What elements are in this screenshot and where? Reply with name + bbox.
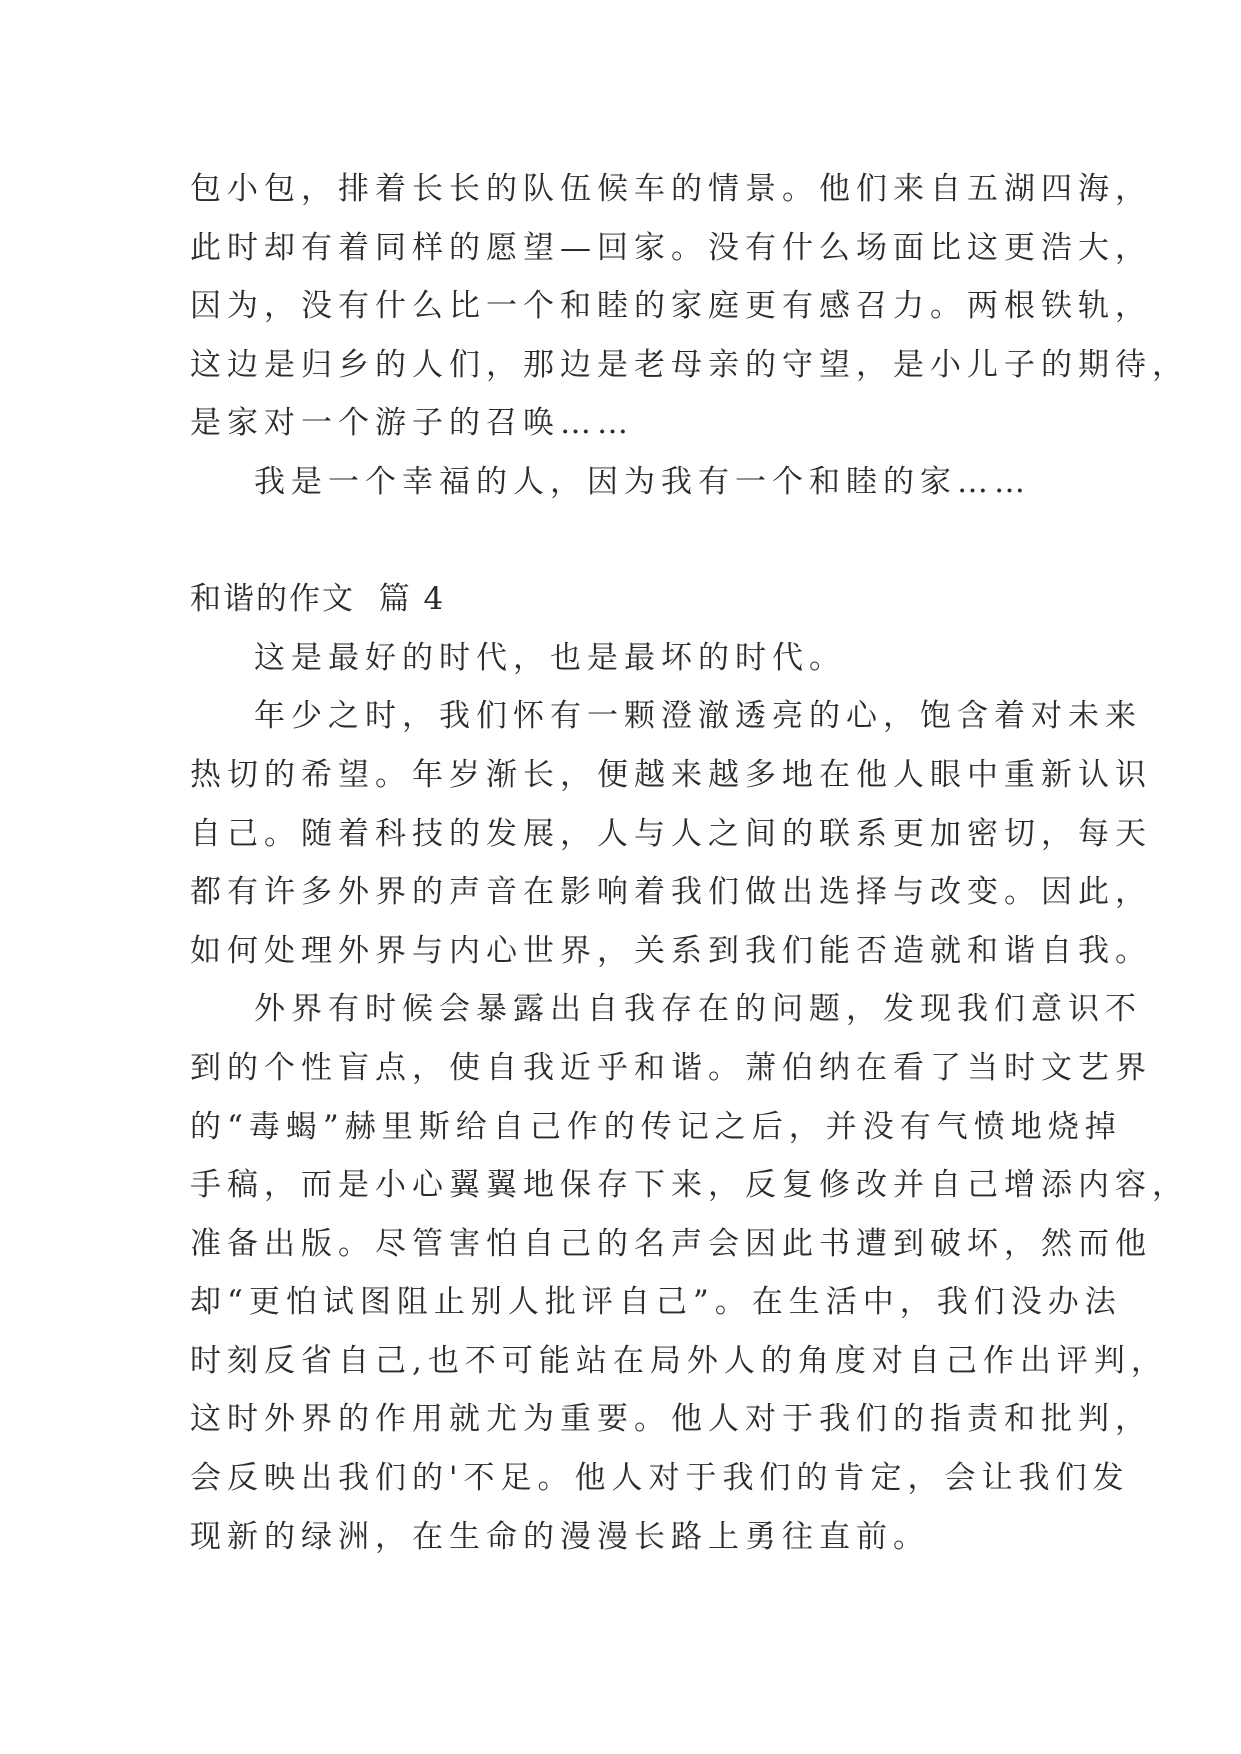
paragraph-continued bbox=[190, 160, 1189, 453]
text-line: 这时外界的作用就尤为重要。他人对于我们的指责和批判， bbox=[190, 1401, 1152, 1438]
paragraph bbox=[190, 629, 1090, 688]
text-line: 年少之时，我们怀有一颗澄澈透亮的心，饱含着对未来 bbox=[254, 698, 1142, 735]
text-line: 这是最好的时代，也是最坏的时代。 bbox=[254, 639, 846, 676]
text-line: 的“毒蝎”赫里斯给自己作的传记之后，并没有气愤地烧掉 bbox=[190, 1108, 1122, 1145]
text-line: 是家对一个游子的召唤…… bbox=[190, 405, 634, 442]
section-spacer bbox=[190, 512, 1090, 571]
text-line: 现新的绿洲，在生命的漫漫长路上勇往直前。 bbox=[190, 1518, 930, 1555]
text-line: 自己。随着科技的发展，人与人之间的联系更加密切，每天 bbox=[190, 815, 1152, 852]
text-line: 外界有时候会暴露出自我存在的问题，发现我们意识不 bbox=[254, 991, 1142, 1028]
text-line: 热切的希望。年岁渐长，便越来越多地在他人眼中重新认识 bbox=[190, 756, 1152, 793]
text-line: 到的个性盲点，使自我近乎和谐。萧伯纳在看了当时文艺界 bbox=[190, 1049, 1152, 1086]
text-line: 会反映出我们的'不足。他人对于我们的肯定，会让我们发 bbox=[190, 1460, 1130, 1497]
paragraph bbox=[190, 453, 1090, 512]
text-line: 准备出版。尽管害怕自己的名声会因此书遭到破坏，然而他 bbox=[190, 1225, 1152, 1262]
text-line: 时刻反省自己,也不可能站在局外人的角度对自己作出评判， bbox=[190, 1342, 1168, 1379]
text-line: 如何处理外界与内心世界，关系到我们能否造就和谐自我。 bbox=[190, 932, 1152, 969]
text-line: 这边是归乡的人们，那边是老母亲的守望，是小儿子的期待， bbox=[190, 346, 1189, 383]
text-line: 我是一个幸福的人，因为我有一个和睦的家…… bbox=[254, 463, 1031, 500]
paragraph bbox=[190, 687, 1152, 980]
document-body bbox=[190, 160, 1189, 1566]
paragraph bbox=[190, 980, 1189, 1566]
text-line: 因为，没有什么比一个和睦的家庭更有感召力。两根铁轨， bbox=[190, 288, 1152, 325]
text-line: 此时却有着同样的愿望—回家。没有什么场面比这更浩大， bbox=[190, 229, 1152, 266]
text-line: 包小包，排着长长的队伍候车的情景。他们来自五湖四海， bbox=[190, 171, 1152, 207]
text-line: 手稿，而是小心翼翼地保存下来，反复修改并自己增添内容， bbox=[190, 1167, 1189, 1204]
text-line: 却“更怕试图阻止别人批评自己”。在生活中，我们没办法 bbox=[190, 1284, 1122, 1321]
section-heading: 和谐的作文 篇 4 bbox=[190, 581, 446, 618]
text-line: 都有许多外界的声音在影响着我们做出选择与改变。因此， bbox=[190, 874, 1152, 911]
